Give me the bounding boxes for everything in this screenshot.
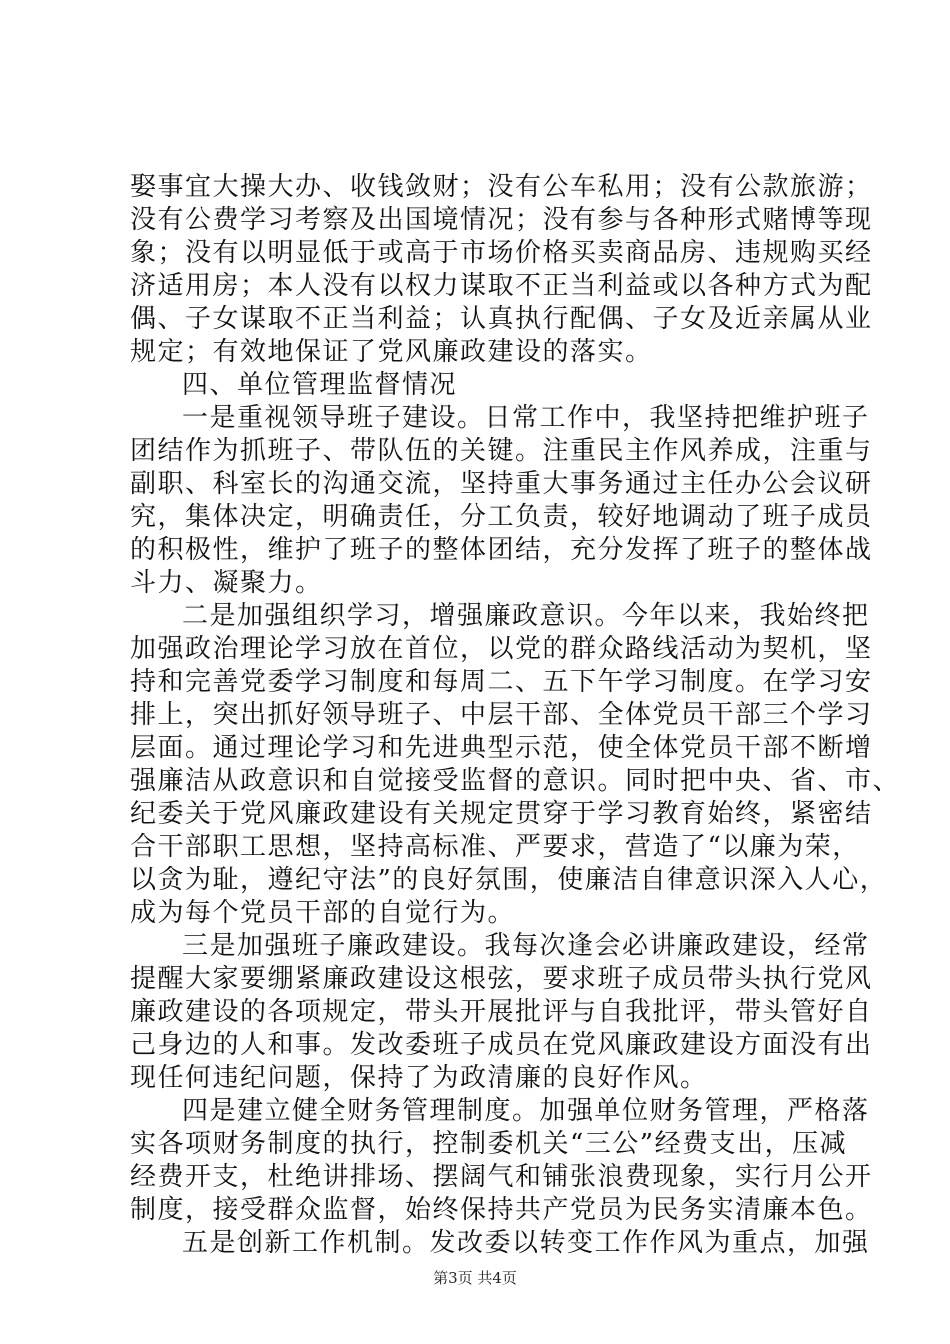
document-body	[130, 171, 901, 1260]
text-line: 层面。通过理论学习和先进典型示范，使全体党员干部不断增	[130, 733, 873, 763]
text-line: 规定；有效地保证了党风廉政建设的落实。	[130, 337, 653, 367]
text-line: 象；没有以明显低于或高于市场价格买卖商品房、违规购买经	[130, 238, 873, 268]
text-line: 究，集体决定，明确责任，分工负责，较好地调动了班子成员	[130, 502, 873, 532]
page-number-footer: 第3页 共4页	[433, 1269, 517, 1287]
text-line: 团结作为抓班子、带队伍的关键。注重民主作风养成，注重与	[130, 436, 873, 466]
text-line: 加强政治理论学习放在首位，以党的群众路线活动为契机，坚	[130, 634, 873, 664]
paragraph-first-line: 五是创新工作机制。发改委以转变工作作风为重点，加强	[182, 1228, 870, 1258]
text-line: 己身边的人和事。发改委班子成员在党风廉政建设方面没有出	[130, 1030, 873, 1060]
text-line: 实各项财务制度的执行，控制委机关“三公”经费支出，压减	[130, 1129, 848, 1159]
text-line: 纪委关于党风廉政建设有关规定贯穿于学习教育始终，紧密结	[130, 799, 873, 829]
text-line: 以贪为耻，遵纪守法”的良好氛围，使廉洁自律意识深入人心，	[130, 865, 888, 895]
paragraph-first-line: 一是重视领导班子建设。日常工作中，我坚持把维护班子	[182, 403, 870, 433]
text-line: 的积极性，维护了班子的整体团结，充分发挥了班子的整体战	[130, 535, 873, 565]
text-line: 现任何违纪问题，保持了为政清廉的良好作风。	[130, 1063, 708, 1093]
text-line: 制度，接受群众监督，始终保持共产党员为民务实清廉本色。	[130, 1195, 873, 1225]
paragraph-first-line: 三是加强班子廉政建设。我每次逢会必讲廉政建设，经常	[182, 931, 870, 961]
paragraph-first-line: 二是加强组织学习，增强廉政意识。今年以来，我始终把	[182, 601, 870, 631]
text-line: 强廉洁从政意识和自觉接受监督的意识。同时把中央、省、市、	[130, 766, 901, 796]
text-line: 成为每个党员干部的自觉行为。	[130, 898, 516, 928]
text-line: 经费开支，杜绝讲排场、摆阔气和铺张浪费现象，实行月公开	[130, 1162, 873, 1192]
text-line: 偶、子女谋取不正当利益；认真执行配偶、子女及近亲属从业	[130, 304, 873, 334]
text-line: 合干部职工思想，坚持高标准、严要求，营造了“以廉为荣，	[130, 832, 860, 862]
text-line: 提醒大家要绷紧廉政建设这根弦，要求班子成员带头执行党风	[130, 964, 873, 994]
text-line: 没有公费学习考察及出国境情况；没有参与各种形式赌博等现	[130, 205, 873, 235]
paragraph-first-line: 四、单位管理监督情况	[182, 370, 458, 400]
text-line: 排上，突出抓好领导班子、中层干部、全体党员干部三个学习	[130, 700, 873, 730]
paragraph-first-line: 四是建立健全财务管理制度。加强单位财务管理，严格落	[182, 1096, 870, 1126]
text-line: 济适用房；本人没有以权力谋取不正当利益或以各种方式为配	[130, 271, 873, 301]
text-line: 持和完善党委学习制度和每周二、五下午学习制度。在学习安	[130, 667, 873, 697]
text-line: 廉政建设的各项规定，带头开展批评与自我批评，带头管好自	[130, 997, 873, 1027]
text-line: 副职、科室长的沟通交流，坚持重大事务通过主任办公会议研	[130, 469, 873, 499]
text-line: 斗力、凝聚力。	[130, 568, 323, 598]
text-line: 娶事宜大操大办、收钱敛财；没有公车私用；没有公款旅游；	[130, 172, 873, 202]
